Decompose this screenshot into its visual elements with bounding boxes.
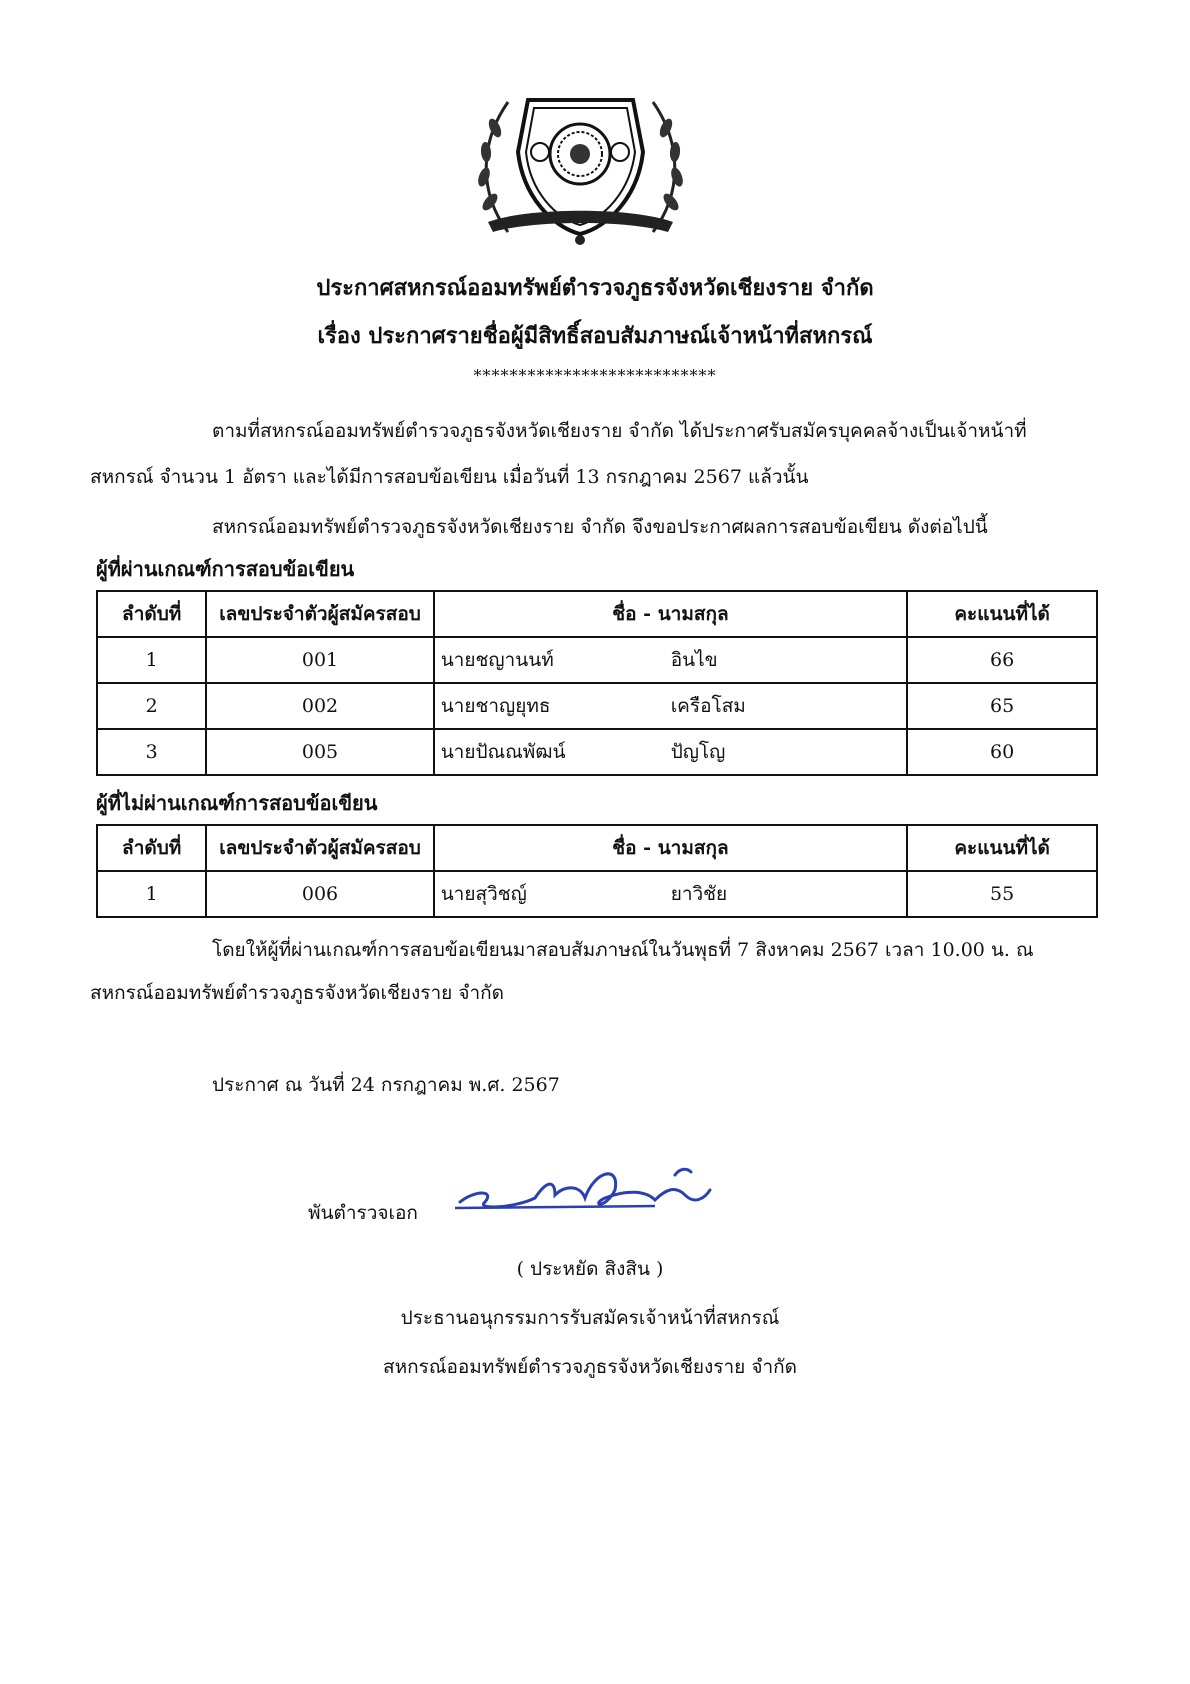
table-row — [97, 683, 1097, 729]
last-name: อินไข — [670, 649, 718, 671]
row-id: 005 — [206, 729, 433, 775]
table-row — [97, 871, 1097, 917]
announce-date: ประกาศ ณ วันที่ 24 กรกฎาคม พ.ศ. 2567 — [212, 1074, 560, 1096]
row-score: 55 — [907, 871, 1097, 917]
first-name: นายชาญยุทธ — [440, 695, 551, 717]
first-name: นายสุวิชญ์ — [440, 883, 527, 905]
col-header-no: ลำดับที่ — [97, 591, 206, 637]
intro-line-1: ตามที่สหกรณ์ออมทรัพย์ตำรวจภูธรจังหวัดเชียงราย จำกัด ได้ประกาศรับสมัครบุคคลจ้างเป็นเจ้าหน้าที่ — [212, 420, 1027, 442]
col-header-score: คะแนนที่ได้ — [907, 825, 1097, 871]
closing-line-2: สหกรณ์ออมทรัพย์ตำรวจภูธรจังหวัดเชียงราย จำกัด — [90, 982, 504, 1004]
col-header-id: เลขประจำตัวผู้สมัครสอบ — [206, 825, 433, 871]
row-score: 60 — [907, 729, 1097, 775]
signer-rank: พันตำรวจเอก — [308, 1202, 418, 1224]
last-name: ปัญโญ — [670, 741, 726, 763]
row-no: 1 — [97, 871, 206, 917]
closing-line-1: โดยให้ผู้ที่ผ่านเกณฑ์การสอบข้อเขียนมาสอบสัมภาษณ์ในวันพุธที่ 7 สิงหาคม 2567 เวลา 10.00 น. ณ — [212, 939, 1034, 961]
col-header-score: คะแนนที่ได้ — [907, 591, 1097, 637]
table-row — [97, 637, 1097, 683]
row-id: 001 — [206, 637, 433, 683]
row-no: 2 — [97, 683, 206, 729]
announcement-title: ประกาศสหกรณ์ออมทรัพย์ตำรวจภูธรจังหวัดเชียงราย จำกัด — [316, 275, 874, 301]
failed-heading: ผู้ที่ไม่ผ่านเกณฑ์การสอบข้อเขียน — [96, 791, 378, 815]
col-header-name: ชื่อ - นามสกุล — [434, 825, 908, 871]
passed-table — [96, 590, 1098, 776]
row-name — [434, 871, 908, 917]
separator-stars: *************************** — [473, 366, 717, 385]
col-header-id: เลขประจำตัวผู้สมัครสอบ — [206, 591, 433, 637]
row-id: 006 — [206, 871, 433, 917]
signer-name: ( ประหยัด สิงสิน ) — [516, 1258, 664, 1280]
col-header-name: ชื่อ - นามสกุล — [434, 591, 908, 637]
signer-position-1: ประธานอนุกรรมการรับสมัครเจ้าหน้าที่สหกรณ์ — [400, 1307, 780, 1329]
row-score: 65 — [907, 683, 1097, 729]
table-header-row — [97, 591, 1097, 637]
first-name: นายชญานนท์ — [440, 649, 554, 671]
row-no: 3 — [97, 729, 206, 775]
signer-position-2: สหกรณ์ออมทรัพย์ตำรวจภูธรจังหวัดเชียงราย จำกัด — [383, 1356, 797, 1378]
row-score: 66 — [907, 637, 1097, 683]
failed-table — [96, 824, 1098, 918]
row-no: 1 — [97, 637, 206, 683]
last-name: เครือโสม — [670, 695, 746, 717]
passed-heading: ผู้ที่ผ่านเกณฑ์การสอบข้อเขียน — [96, 557, 355, 581]
table-row — [97, 729, 1097, 775]
announcement-subject: เรื่อง ประกาศรายชื่อผู้มีสิทธิ์สอบสัมภาษณ์เจ้าหน้าที่สหกรณ์ — [317, 323, 873, 349]
handwritten-signature-icon — [455, 1160, 735, 1220]
row-id: 002 — [206, 683, 433, 729]
table-header-row — [97, 825, 1097, 871]
col-header-no: ลำดับที่ — [97, 825, 206, 871]
row-name — [434, 683, 908, 729]
cooperative-emblem-icon — [468, 82, 693, 252]
first-name: นายปัณณพัฒน์ — [440, 741, 566, 763]
intro-line-3: สหกรณ์ออมทรัพย์ตำรวจภูธรจังหวัดเชียงราย จำกัด จึงขอประกาศผลการสอบข้อเขียน ดังต่อไปนี้ — [212, 516, 988, 538]
row-name — [434, 637, 908, 683]
row-name — [434, 729, 908, 775]
last-name: ยาวิชัย — [670, 883, 728, 905]
intro-line-2: สหกรณ์ จำนวน 1 อัตรา และได้มีการสอบข้อเขียน เมื่อวันที่ 13 กรกฎาคม 2567 แล้วนั้น — [90, 466, 809, 488]
